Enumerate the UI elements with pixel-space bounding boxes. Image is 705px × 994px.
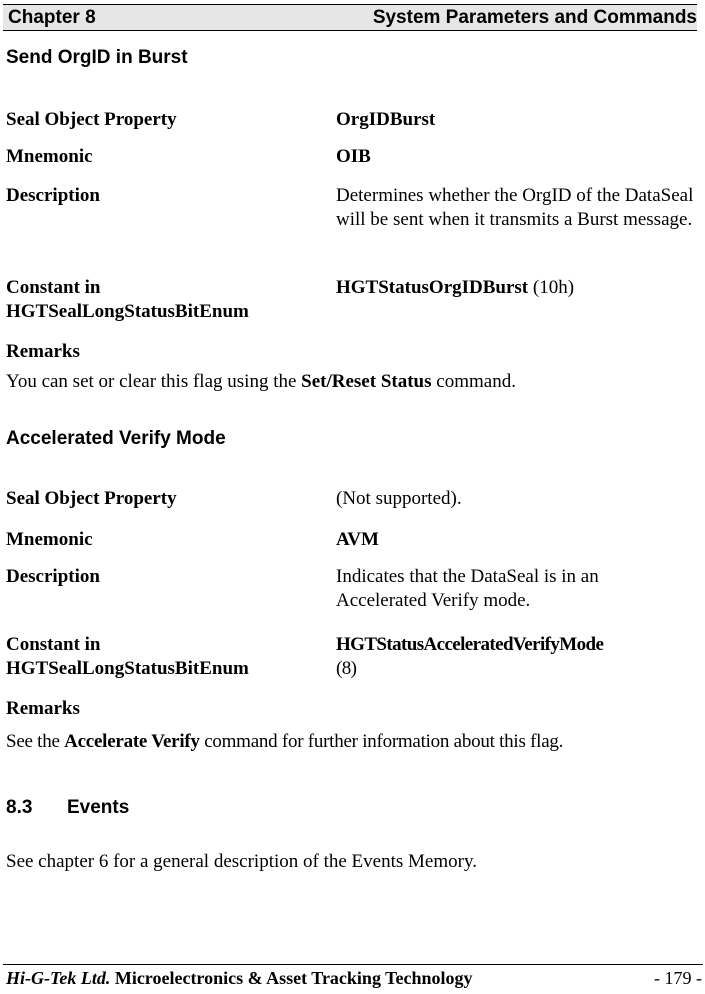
constant-name: HGTStatusOrgIDBurst: [336, 277, 529, 298]
constant-label: Constant in HGTSealLongStatusBitEnum: [6, 277, 249, 322]
section-title-send-orgid: Send OrgID in Burst: [6, 47, 188, 68]
page-header: [3, 4, 697, 31]
description-row: [6, 565, 696, 615]
mnemonic-value: OIB: [336, 146, 371, 167]
constant-label: Constant in HGTSealLongStatusBitEnum: [6, 634, 249, 679]
constant-row: [6, 276, 696, 326]
remarks-text: [6, 370, 701, 394]
mnemonic-label: Mnemonic: [6, 146, 93, 167]
property-row: [6, 487, 696, 513]
property-value: (Not supported).: [336, 488, 462, 509]
mnemonic-row: [6, 145, 696, 171]
remarks-text-post: command.: [431, 371, 516, 392]
section-title-accelerated-verify: Accelerated Verify Mode: [6, 428, 226, 449]
section-number: 8.3: [6, 797, 33, 818]
mnemonic-label: Mnemonic: [6, 529, 93, 550]
description-value: Indicates that the DataSeal is in an Accelerated Verify mode.: [336, 566, 599, 611]
property-label: Seal Object Property: [6, 488, 177, 509]
chapter-title: System Parameters and Commands: [372, 7, 697, 28]
footer-rule: [3, 964, 703, 965]
chapter-label: Chapter 8: [8, 7, 96, 28]
constant-row: [6, 633, 696, 683]
remarks-text-pre: See the: [6, 731, 65, 752]
constant-code: (8): [336, 658, 357, 679]
remarks-text-post: command for further information about this flag.: [199, 731, 564, 752]
property-label: Seal Object Property: [6, 109, 177, 130]
constant-code: (10h): [528, 277, 575, 298]
property-value: OrgIDBurst: [336, 109, 436, 130]
page-footer: [6, 968, 702, 989]
section-title-events: Events: [67, 797, 130, 818]
description-label: Description: [6, 185, 100, 206]
remarks-text: [6, 730, 701, 754]
remarks-text-pre: You can set or clear this flag using the: [6, 371, 302, 392]
property-row: [6, 108, 696, 134]
remarks-command-ref: Accelerate Verify: [64, 731, 200, 752]
events-text: See chapter 6 for a general description of the Events Memory.: [6, 851, 477, 872]
remarks-label: Remarks: [6, 698, 80, 719]
constant-name: HGTStatusAcceleratedVerifyMode: [336, 634, 604, 655]
page-number: - 179 -: [654, 968, 702, 988]
remarks-command-ref: Set/Reset Status: [301, 371, 432, 392]
description-row: [6, 184, 696, 258]
constant-value: [336, 276, 701, 300]
constant-value: [336, 633, 701, 681]
company-tagline: Microelectronics & Asset Tracking Technology: [110, 968, 473, 988]
mnemonic-value: AVM: [336, 529, 379, 550]
description-label: Description: [6, 566, 100, 587]
description-value: Determines whether the OrgID of the DataSeal will be sent when it transmits a Burst message.: [336, 185, 694, 230]
company-name: Hi-G-Tek Ltd.: [6, 968, 111, 988]
remarks-label: Remarks: [6, 341, 80, 362]
mnemonic-row: [6, 528, 696, 554]
